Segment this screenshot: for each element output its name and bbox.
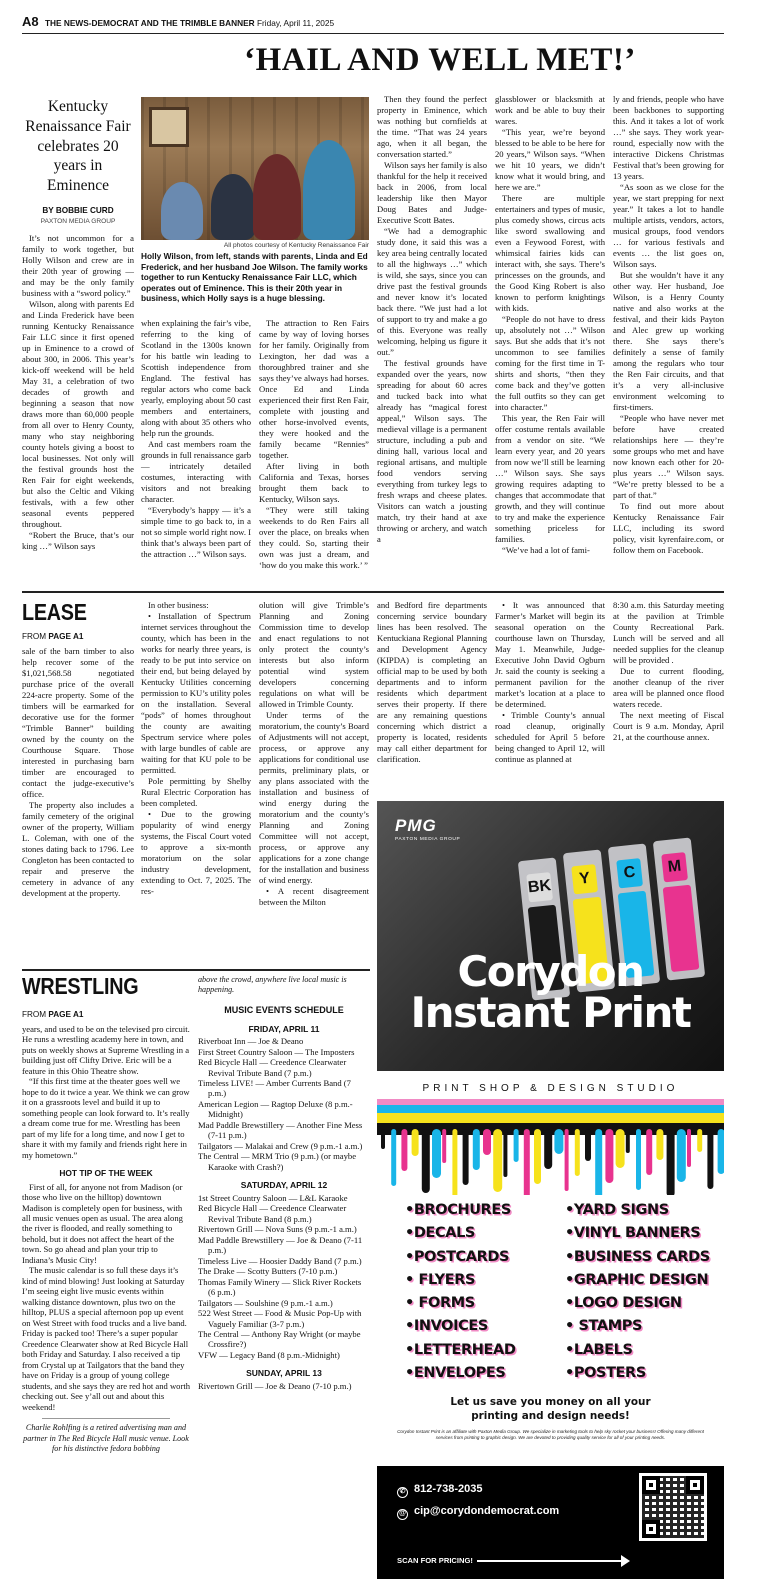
- photo-caption: Holly Wilson, from left, stands with parents, Linda and Ed Frederick, and her husband Joe Wilson. The family works together to run Kentucky Renaissance Fair LLC, which operates out of Eminence. This is their 20th year in business, which Holly says is a huge blessing.: [141, 251, 368, 304]
- cartridge-label: C: [616, 858, 643, 888]
- schedule-event: Tailgators — Malakai and Crew (9 p.m.-1 a.m.): [198, 1140, 363, 1151]
- wrestling-jump-from: [22, 1010, 83, 1021]
- paint-drip: [432, 1129, 441, 1178]
- pmg-logo: [395, 815, 460, 843]
- schedule-event: Thomas Family Winery — Slick River Rockets (6 p.m.): [198, 1276, 362, 1298]
- paint-drip: [646, 1129, 652, 1175]
- schedule-day-heading: FRIDAY, APRIL 11: [248, 1023, 320, 1034]
- service-item: •YARD SIGNS: [565, 1202, 669, 1218]
- service-item: •POSTERS: [565, 1365, 646, 1382]
- paint-drip-graphic: [377, 1099, 724, 1195]
- drips: [381, 1129, 724, 1195]
- paragraph: The property also includes a family cemetery of the original owner of the property, William L. Coleman, with one of the stones dating back to 1796. Lee Congleton has been contacted to repair and preserve the cemetery in advance of any development at the property.: [22, 800, 134, 898]
- service-item: •VINYL BANNERS: [565, 1225, 701, 1242]
- drip-band-pink: [377, 1099, 724, 1105]
- hot-tip-heading: HOT TIP OF THE WEEK: [59, 1168, 153, 1179]
- bio-rule: [42, 1418, 170, 1419]
- ad-tagline: PRINT SHOP & DESIGN STUDIO: [422, 1083, 679, 1094]
- schedule-day-heading: SUNDAY, APRIL 13: [246, 1368, 322, 1379]
- paragraph: • Trimble County’s annual road cleanup, originally scheduled for April 5 before being changed to April 12, will continue as planned at: [495, 710, 605, 764]
- paragraph: Wilson says her family is also thankful for the help it received back in 2006, from local leadership like then Mayor Doug Bates and Judge-Executive Scott Bates.: [377, 160, 488, 225]
- paragraph: Wilson, along with parents Ed and Linda Frederick have been running Kentucky Renaissance Fair LLC since it first opened up in Eminence to a crowd of about 300, in 2006. This year’s kick-off weekend will be held May 31, a celebration of two decades of growth and beginning a season that now draws more than 60,000 people from all over to Henry County, many who stay neighboring county hotels giving a boost to local businesses. Not only will the festival grounds host the Ren Fair for eight weekends, but also the Celtic and Viking festivals, with a few other seasonal events peppered throughout.: [22, 299, 134, 529]
- service-item: •LABELS: [565, 1341, 633, 1358]
- cartridge-label: Y: [571, 864, 598, 894]
- service-item: •INVOICES: [405, 1318, 488, 1335]
- paragraph: “This year, we’re beyond blessed to be able to be here for 20 years,” Wilson says. “When we hit 10 years, we didn’t know what it would bring, and here we are.”: [495, 127, 605, 192]
- schedule-event: American Legion — Ragtop Deluxe (8 p.m.-Midnight): [198, 1098, 353, 1120]
- feature-photo: [141, 97, 369, 240]
- schedule-event: Red Bicycle Hall — Creedence Clearwater Revival Tribute Band (8 p.m.): [198, 1203, 347, 1224]
- cartridge-label: BK: [526, 872, 553, 902]
- paper-name: THE NEWS-DEMOCRAT AND THE TRIMBLE BANNER: [44, 18, 255, 28]
- paint-drip: [452, 1129, 457, 1195]
- scan-for-pricing: SCAN FOR PRICING!: [397, 1556, 473, 1565]
- qr-finder: [642, 1520, 660, 1538]
- brand-line-1: Corydon: [457, 947, 644, 996]
- schedule-event: VFW — Legacy Band (8 p.m.-Midnight): [198, 1349, 340, 1360]
- paragraph: and Bedford fire departments concerning service boundary lines has been resolved. The Kentuckiana Regional Planning and Development Agency (KIPDA) is completing an official map to be used by both departments and to inform residents which department serves their property. If there are any remaining questions concerning which district a property is located, residents may call either department for clarification.: [377, 600, 487, 764]
- person-ed: [253, 154, 301, 240]
- ad-phone[interactable]: [397, 1482, 483, 1498]
- lease-col-1: [22, 646, 134, 899]
- paragraph: It’s not uncommon for a family to work together, but Holly Wilson and crew are in their 20th year of growing — and may be the only family business with a “sword policy.”: [22, 233, 134, 298]
- schedule-event: The Central — MRM Trio (9 p.m.) (or maybe Karaoke with Crash?): [198, 1151, 357, 1172]
- paragraph: • A recent disagreement between the Milton: [259, 886, 369, 907]
- person-linda: [211, 174, 255, 240]
- schedule-event: 522 West Street — Food & Music Pop-Up with Vaguely Familiar (3-7 p.m.): [198, 1308, 362, 1329]
- paragraph: “People do not have to dress up, absolutely not …” Wilson says. But she adds that it’s not uncommon to see families coming for the first time in T-shirts and shorts, “then they come back and they’ve gotten the full outfits so they can get into character.”: [495, 314, 605, 412]
- qr-finder: [642, 1476, 660, 1494]
- corydon-print-ad[interactable]: [377, 801, 724, 1579]
- byline-org: PAXTON MEDIA GROUP: [40, 217, 116, 225]
- paragraph: “If this first time at the theater goes well we hope to do it twice a year. We think we can grow it on a grassroots level and build it up to something people can look forward to. It’s really a dream come true for me. Wrestling has been part of my life for a long time, and now I get to share it with my family and friends right here in my hometown.”: [22, 1076, 190, 1160]
- schedule-event: Timeless LIVE! — Amber Currents Band (7 p.m.): [198, 1077, 351, 1099]
- schedule-event: 1st Street Country Saloon — L&L Karaoke: [198, 1192, 348, 1203]
- service-item: • STAMPS: [565, 1318, 643, 1335]
- service-item: •LETTERHEAD: [405, 1341, 516, 1358]
- service-item: •LOGO DESIGN: [565, 1295, 682, 1312]
- qr-finder: [686, 1476, 704, 1494]
- music-schedule-title: MUSIC EVENTS SCHEDULE: [224, 1004, 344, 1015]
- paragraph: First of all, for anyone not from Madison (or those who live on the hilltop) downtown Madison is completely open for business, with all music venues open as usual. The area along the river is flooded, and really something to behold, but it does not affect the heart of the town. So go ahead and plan your trip to Indiana’s Music City!: [22, 1181, 183, 1265]
- service-item: •BROCHURES: [405, 1202, 511, 1218]
- paint-drip: [514, 1129, 519, 1162]
- email-icon: @: [397, 1509, 408, 1520]
- paint-drip: [391, 1129, 396, 1186]
- paint-drip: [616, 1129, 625, 1168]
- paragraph: “Robert the Bruce, that’s our king …” Wilson says: [22, 530, 134, 551]
- lease-col-3: [259, 600, 369, 908]
- paragraph: After living in both California and Texas, horses brought them back to Kentucky, Wilson says.: [259, 461, 369, 504]
- paint-drip: [554, 1129, 563, 1154]
- paragraph: “We had a demographic study done, it said this was a key area being centrally located to all the highways …” which is wild, she says, since you can drive past the festival grounds and never know it’s located back there. “We just had a lot of support to try and make a go of this. Everyone was really welcoming, helping us figure it out.”: [377, 226, 487, 357]
- lease-jump-from: [22, 632, 83, 643]
- paragraph: • It was announced that Farmer’s Market will begin its seasonal operation on the courthouse lawn on Thursday, May 1. Meanwhile, Judge-Executive John David Ogburn Jr. said the county is seeking a permanent pavilion for the market’s location at a place to be determined.: [495, 600, 605, 709]
- schedule-event: Rivertown Grill — Nova Suns (9 p.m.-1 a.m.): [198, 1224, 357, 1235]
- paint-drip: [473, 1129, 480, 1170]
- paint-drip: [483, 1129, 491, 1155]
- paint-drip: [534, 1129, 541, 1184]
- schedule-day-heading: SATURDAY, APRIL 12: [240, 1180, 328, 1191]
- paint-drip: [626, 1129, 630, 1153]
- lease-col-4: [377, 600, 487, 765]
- paragraph: Due to current flooding, another cleanup of the river area will be planned once flood waters recede.: [613, 666, 724, 709]
- paragraph: The next meeting of Fiscal Court is 9 a.m. Monday, April 21, at the courthouse annex.: [613, 710, 724, 742]
- paragraph: years, and used to be on the televised pro circuit. He runs a wrestling academy here in town, and puts on weekly shows at Supreme Wrestling in a building just off Clifty Drive. Eric will be a feature in this Ohio Theatre show.: [22, 1024, 190, 1076]
- schedule-event: Red Bicycle Hall — Creedence Clearwater Revival Tribute Band (7 p.m.): [198, 1057, 347, 1078]
- service-item: •POSTCARDS: [405, 1248, 510, 1265]
- schedule-event: Mad Paddle Brewstillery — Joe & Deano (7-11 p.m.): [198, 1234, 363, 1256]
- paragraph: The attraction to Ren Fairs came by way of loving horses for her family. Originally from Lexington, her dad was a thoroughbred trainer and she says they’ve always had horses. Once Ed and Linda experienced their first Ren Fair, complete with jousting and other horse-involved events, they were hooked and the family became “Rennies” together.: [259, 318, 369, 460]
- service-item: • FLYERS: [405, 1271, 476, 1288]
- paint-drip: [718, 1129, 724, 1174]
- byline-author: BY BOBBIE CURD: [42, 206, 114, 215]
- paint-drip: [524, 1129, 530, 1195]
- photo-window: [149, 107, 189, 147]
- drip-band-yellow: [377, 1113, 724, 1123]
- paint-drip: [575, 1129, 580, 1176]
- schedule-event: Riverboat Inn — Joe & Deano: [198, 1036, 304, 1047]
- paragraph: sale of the barn timber to also help recover some of the $1,021,568.58 negotiated purchase price of the overall 224-acre property. Some of the timbers will be earmarked for decorative use for the former “Trimble Banner” building owned by the county on the Courthouse Square. Those interested in purchasing barn timber are encouraged to contact the judge-executive’s office.: [22, 646, 134, 799]
- paint-drip: [422, 1129, 430, 1193]
- paint-drip: [636, 1129, 641, 1190]
- paint-drip: [667, 1129, 675, 1195]
- services-right-list: [565, 1199, 710, 1385]
- music-schedule: [198, 1024, 370, 1392]
- wrestling-col-1: [22, 1024, 190, 1454]
- paint-drip: [503, 1129, 507, 1177]
- arrow-line: [477, 1560, 625, 1562]
- arrow-right-icon: [621, 1555, 630, 1567]
- feature-col-3: [259, 318, 369, 571]
- cartridge-label: M: [661, 852, 688, 882]
- lease-col-6: [613, 600, 724, 743]
- paragraph: Then they found the perfect property in Eminence, which was nothing but cornfields at the time. “That was 24 years ago, when it all began, the conversation started.”: [377, 94, 487, 159]
- ad-fine-print: Corydon Instant Print is an affiliate with Paxton Media Group. We specialize in marketing tools to help sky rocket your business! Offering many different services from printing to graphic design. We are devoted to providing quality service for all of your printing needs.: [397, 1429, 704, 1440]
- paint-drip: [565, 1129, 569, 1191]
- author-bio: Charlie Rohlfing is a retired advertising man and partner in The Red Bicycle Hall music venue. Look for his distinctive fedora bobbing: [23, 1423, 189, 1453]
- paint-drip: [463, 1129, 469, 1185]
- paint-drip: [687, 1129, 691, 1167]
- lease-heading: LEASE: [22, 599, 87, 625]
- ad-brand-name: [377, 947, 724, 1038]
- paragraph: ly and friends, people who have been backbones to supporting this. And it takes a lot of work …” she says. They work year-round, especially now with the interactive Dickens Christmas Festival that’s been growing for 13 years.: [613, 94, 724, 181]
- schedule-event: Mad Paddle Brewstillery — Another Fine Mess (7-11 p.m.): [198, 1119, 363, 1141]
- paint-drip: [595, 1129, 602, 1195]
- service-item: •DECALS: [405, 1225, 475, 1242]
- paragraph: Under terms of the moratorium, the county’s Board of Adjustments will not accept, process, or approve any applications for conditional use permits, preliminary plats, or any plans associated with the installation and business of wind energy during the moratorium and the county’s Planning and Zoning Committee will not accept, process, or approve any applications for a zone change for the installation and business of wind energy.: [259, 710, 369, 885]
- paragraph: “They were still taking weekends to do Ren Fairs all over the place, on breaks when they could. So, starting their own was just a dream, and ‘how do you make this work.’ ”: [259, 505, 369, 570]
- feature-col-5: [495, 94, 605, 556]
- paragraph: glassblower or blacksmith at work and be able to buy their wares.: [495, 94, 605, 126]
- from-page: PAGE A1: [48, 632, 84, 641]
- paint-drip: [493, 1129, 502, 1192]
- wrestling-col-2: [198, 975, 370, 1391]
- paint-drip: [585, 1129, 591, 1161]
- brand-line-2: Instant Print: [410, 988, 691, 1038]
- ad-save-message: [377, 1396, 724, 1423]
- paint-drip: [697, 1129, 702, 1152]
- byline: [22, 206, 134, 226]
- paragraph: olution will give Trimble’s Planning and Zoning Commission time to develop and enact regulations to not only protect the county’s interests but also inform potential wind system developers concerning regulations on what will be allowed in Trimble County.: [259, 600, 369, 709]
- qr-code[interactable]: [639, 1473, 707, 1541]
- schedule-event: Tailgators — Soulshine (9 p.m.-1 a.m.): [198, 1297, 333, 1308]
- feature-headline: ‘HAIL AND WELL MET!’: [244, 42, 636, 78]
- paragraph: “We’ve had a lot of fami-: [502, 545, 590, 555]
- paint-drip: [605, 1129, 613, 1183]
- paragraph: • Installation of Spectrum internet services throughout the county, which has been in the works for nearly three years, is ready to be put into service on their end, but being delayed by Kentucky Utilities concerning permission to KU’s utility poles on the installation. Several “pods” of homes throughout the county are awaiting Spectrum service where poles with large bundles of cable are waiting for that KU pole to be permitted.: [141, 611, 251, 775]
- paragraph: To find out more about Kentucky Renaissance Fair LLC, including its sword policy, visit kyrenfaire.com, or follow them on Facebook.: [613, 501, 724, 555]
- schedule-event: First Street Country Saloon — The Imposters: [198, 1046, 355, 1057]
- paragraph: But she wouldn’t have it any other way. Her husband, Joe Wilson, is a Henry County native and also works at the festival, and their kids Payton and Alec grew up working there. She says there’s definitely a sense of family among the regulars who tour the Ren Fair circuits, and that it’s a very all-inclusive environment welcoming to first-timers.: [613, 270, 724, 412]
- paragraph: The music calendar is so full these days it’s kind of mind blowing! Just looking at Saturday I’m seeing eight live music events within walking distance downtown, plus two on the hilltop, PLUS a special afternoon pop up event on West Street with food trucks and a live band. Friday is packed too! There’s a super popular Creedence Clearwater show at Red Bicycle Hall both Friday and Saturday. I also received a tip from Crystal up at Tailgators that the band they have on Friday is a group of young college students, and she says they are red hot and worth checking out. See y’all out and about this weekend!: [22, 1265, 191, 1412]
- person-holly: [161, 182, 203, 240]
- drip-band-cyan: [377, 1105, 724, 1113]
- ad-services-panel: [377, 1071, 724, 1466]
- from-page: PAGE A1: [48, 1010, 84, 1019]
- section-divider: [22, 591, 724, 593]
- author-bio-continued: above the crowd, anywhere live local music is happening.: [198, 975, 347, 995]
- from-label: FROM: [22, 632, 47, 641]
- paragraph: “As soon as we close for the year, we start prepping for next year.” It takes a lot to handle multiple artists, vendors, actors, musical groups, food vendors … for various festivals and events … the list goes on, Wilson says.: [613, 182, 724, 269]
- service-item: •GRAPHIC DESIGN: [565, 1271, 709, 1288]
- paragraph: This year, the Ren Fair will offer costume rentals available from a vendor on site. “We learn every year, and 20 years from now we’ll still be learning …” Wilson says. She says growing requires adapting to changes that accommodate that growth, and they will continue to try and make the experience something priceless for families.: [495, 413, 605, 544]
- person-joe: [303, 140, 355, 240]
- email-address: cip@corydondemocrat.com: [414, 1505, 560, 1517]
- paragraph: The festival grounds have expanded over the years, now spreading for about 60 acres and tucked back into what already has “magical forest appeal,” Wilson says. The medieval village is a permanent structure, including a pub and dining hall, various local and regional artisans, and multiple food vendors serving everything from turkey legs to fresh wraps and cheese plates. Visitors can watch a jousting match, try their hand at axe throwing or archery, and watch a: [377, 358, 487, 544]
- paint-drip: [442, 1129, 446, 1163]
- feature-col-4: [377, 94, 487, 545]
- ad-email[interactable]: [397, 1504, 559, 1520]
- ad-photo: [377, 801, 724, 1071]
- phone-number: 812-738-2035: [414, 1483, 483, 1495]
- lease-col-2: [141, 600, 251, 897]
- wrestling-heading: WRESTLING: [22, 973, 139, 999]
- paint-drip: [707, 1129, 713, 1189]
- paragraph: Pole permitting by Shelby Rural Electric Corporation has been completed.: [141, 776, 251, 808]
- feature-col-1: [22, 233, 134, 552]
- paint-drip: [381, 1129, 385, 1149]
- paragraph: “People who have never met before have created relationships here — they’re some groups who met and have now known each other for 20-plus years …” Wilson says. “We’re pretty blessed to be a part of that.”: [613, 413, 724, 500]
- paint-drip: [412, 1129, 419, 1156]
- issue-date: Friday, April 11, 2025: [256, 18, 335, 28]
- paragraph: when explaining the fair’s vibe, referring to the king of Scotland in the 1300s known for his battle win leading to Scottish independence from England. The festival has regular actors who come back yearly, employing about 50 cast members and entertainers, along with about 35 others who help run the grounds.: [141, 318, 251, 438]
- save-line-2: printing and design needs!: [471, 1409, 630, 1422]
- phone-icon: ✆: [397, 1487, 408, 1498]
- service-item: •BUSINESS CARDS: [565, 1248, 710, 1265]
- feature-deck: Kentucky Renaissance Fair celebrates 20 years in Eminence: [25, 98, 131, 195]
- save-line-1: Let us save you money on all your: [450, 1396, 651, 1408]
- schedule-event: Timeless Live — Hoosier Daddy Band (7 p.m.): [198, 1255, 362, 1266]
- service-item: • FORMS: [405, 1295, 475, 1312]
- schedule-event: The Drake — Scotty Butters (7-10 p.m.): [198, 1266, 338, 1277]
- from-label: FROM: [22, 1010, 47, 1019]
- paragraph: 8:30 a.m. this Saturday meeting at the pavilion at Trimble County Recreational Park. Lunch will be served and all needed supplies for the cleanup will be provided .: [613, 600, 724, 665]
- service-item: •ENVELOPES: [405, 1365, 506, 1382]
- paragraph: There are multiple entertainers and types of music, plus comedy shows, circus acts like sword swallowing and even a Feywood Forest, with whimsical fairies kids can interact with, she says. There’s princesses on the grounds, and the Good King Robert is also known to perform knightings with kids.: [495, 193, 605, 313]
- paragraph: And cast members roam the grounds in full renaissance garb — intricately detailed costumes, interacting with visitors and not breaking character.: [141, 439, 251, 504]
- paragraph: In other business:: [148, 600, 209, 610]
- schedule-event: The Central — Anthony Ray Wright (or maybe Crossfire?): [198, 1329, 361, 1350]
- paint-drip: [677, 1129, 686, 1182]
- schedule-event: Rivertown Grill — Joe & Deano (7-10 p.m.): [198, 1380, 352, 1391]
- page-number: A8: [22, 14, 39, 29]
- photo-credit: All photos courtesy of Kentucky Renaissance Fair: [223, 242, 369, 249]
- page-header: [22, 14, 724, 34]
- feature-col-2: [141, 318, 251, 560]
- pmg-logo-mark: PMG: [395, 816, 437, 835]
- section-divider: [22, 969, 370, 971]
- paragraph: “Everybody’s happy — it’s a simple time to go back to, in a not so simple world right now. I think that’s always been part of the attraction …” Wilson says.: [141, 505, 251, 559]
- services-left-list: [405, 1199, 516, 1385]
- paint-drip: [544, 1129, 552, 1169]
- feature-col-6: [613, 94, 724, 556]
- paint-drip: [656, 1129, 663, 1160]
- paragraph: • Due to the growing popularity of wind energy systems, the Fiscal Court voted to approve a six-month moratorium on the solar industry development, extending to Oct. 7, 2025. The res-: [141, 809, 251, 896]
- lease-col-5: [495, 600, 605, 765]
- pmg-logo-text: PAXTON MEDIA GROUP: [395, 836, 461, 842]
- paint-drip: [401, 1129, 407, 1171]
